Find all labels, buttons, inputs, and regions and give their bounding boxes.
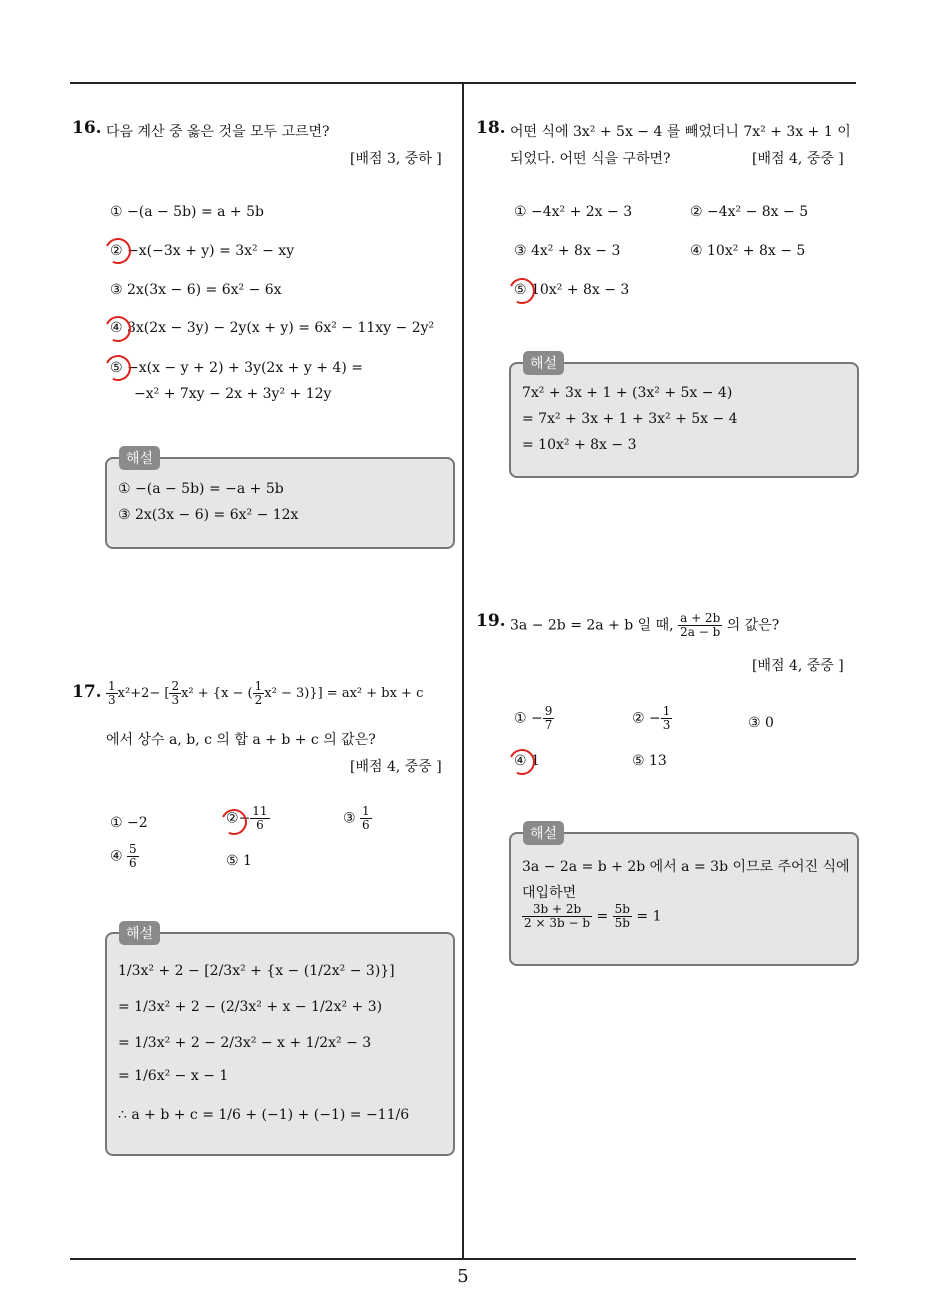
q16-option-3[interactable]: ③ 2x(3x − 6) = 6x² − 6x	[110, 282, 282, 298]
q18-solution-line-1: 7x² + 3x + 1 + (3x² + 5x − 4)	[522, 385, 733, 401]
q17-option-4-num: 5	[129, 842, 137, 856]
q19-option-3[interactable]: ③ 0	[748, 715, 774, 731]
q19-option-2-num: 1	[662, 704, 671, 718]
q16-number: 16.	[72, 118, 102, 138]
q19-option-4[interactable]: ④ 1	[514, 753, 540, 769]
q16-answer-mark-2	[101, 234, 134, 267]
q16-answer-mark-4	[101, 312, 134, 345]
q16-option-5[interactable]: ⑤ −x(x − y + 2) + 3y(2x + y + 4) =	[110, 360, 363, 376]
q18-option-3[interactable]: ③ 4x² + 8x − 3	[514, 243, 621, 259]
q19-frac-num: a + 2b	[680, 611, 721, 625]
q19-option-1-num: 9	[544, 704, 553, 718]
q19-option-2[interactable]	[632, 705, 672, 732]
q17-solution-line-2: = 1/3x² + 2 − (2/3x² + x − 1/2x² + 3)	[118, 999, 383, 1015]
q17-option-2-label: ②	[226, 810, 239, 827]
q16-option-4[interactable]: ④ 3x(2x − 3y) − 2y(x + y) = 6x² − 11xy − 2y²	[110, 320, 435, 336]
q19-option-1[interactable]	[514, 705, 554, 732]
q17-solution-line-1: 1/3x² + 2 − [2/3x² + {x − (1/2x² − 3)}]	[118, 963, 395, 979]
bottom-rule	[70, 1258, 856, 1260]
q17-option-2-num: 11	[252, 804, 268, 818]
q17-option-4-den: 6	[129, 856, 137, 871]
q18-score: [배점 4, 중중 ]	[752, 151, 844, 167]
q17-option-4[interactable]	[110, 843, 139, 870]
q18-answer-mark-5	[505, 274, 538, 307]
q19-solution-line-1: 3a − 2a = b + 2b 에서 a = 3b 이므로 주어진 식에	[522, 859, 850, 875]
q17-solution-line-4: = 1/6x² − x − 1	[118, 1068, 229, 1084]
q19-option-2-label: ② −	[632, 710, 661, 727]
q19-solution-line-2: 대입하면	[522, 885, 577, 901]
q16-solution-tag: 해설	[119, 446, 160, 470]
q16-text: 다음 계산 중 옳은 것을 모두 고르면?	[106, 124, 330, 140]
q19-text-b: 의 값은?	[726, 617, 780, 634]
q17-solution-line-5: ∴ a + b + c = 1/6 + (−1) + (−1) = −11/6	[118, 1107, 410, 1123]
q18-text-line-1: 어떤 식에 3x² + 5x − 4 를 빼었더니 7x² + 3x + 1 이	[510, 124, 851, 140]
q16-option-1[interactable]: ① −(a − 5b) = a + 5b	[110, 204, 264, 220]
q17-solution-line-3: = 1/3x² + 2 − 2/3x² − x + 1/2x² − 3	[118, 1035, 372, 1051]
q17-option-3[interactable]	[343, 805, 372, 832]
q16-solution-line-1: ① −(a − 5b) = −a + 5b	[118, 481, 284, 497]
q16-solution-box	[105, 457, 455, 549]
column-divider	[462, 83, 464, 1259]
q16-option-5-continued: −x² + 7xy − 2x + 3y² + 12y	[134, 386, 332, 402]
q19-sol-frac1-den: 2 × 3b − b	[524, 916, 590, 931]
q19-solution-tag: 해설	[523, 821, 564, 845]
page-number: 5	[457, 1266, 469, 1287]
q18-option-1[interactable]: ① −4x² + 2x − 3	[514, 204, 633, 220]
q18-option-5[interactable]: ⑤ 10x² + 8x − 3	[514, 282, 630, 298]
q19-option-1-label: ① −	[514, 710, 543, 727]
q17-score: [배점 4, 중중 ]	[350, 759, 442, 775]
q17-option-3-label: ③	[343, 810, 356, 827]
q17-number: 17.	[72, 682, 102, 702]
q18-solution-tag: 해설	[523, 351, 564, 375]
q19-frac-den: 2a − b	[680, 625, 721, 640]
q19-sol-frac2-num: 5b	[614, 902, 630, 916]
q16-solution-line-2: ③ 2x(3x − 6) = 6x² − 12x	[118, 507, 299, 523]
q17-option-2-den: 6	[256, 818, 264, 833]
q18-solution-line-3: = 10x² + 8x − 3	[522, 437, 637, 453]
q19-sol-result: = 1	[636, 908, 662, 925]
q17-expression: $\frac{1}{3}$ x²+2− [ $\frac{2}{3}$ x² + {x − ( $\frac{1}{2}$ x² − 3)}] = ax² + bx + c	[108, 679, 424, 708]
q17-option-3-num: 1	[362, 804, 370, 818]
q19-text	[510, 612, 779, 639]
q19-number: 19.	[476, 611, 506, 631]
q19-option-2-den: 3	[662, 718, 671, 733]
q17-option-4-label: ④	[110, 848, 123, 865]
q19-text-a: 3a − 2b = 2a + b 일 때,	[510, 617, 674, 634]
q19-score: [배점 4, 중중 ]	[752, 658, 844, 674]
q17-option-3-den: 6	[362, 818, 370, 833]
q16-score: [배점 3, 중하 ]	[350, 151, 442, 167]
q16-answer-mark-5	[101, 351, 134, 384]
q18-number: 18.	[476, 118, 506, 138]
q19-answer-mark-4	[505, 745, 538, 778]
q17-option-1[interactable]: ① −2	[110, 815, 148, 831]
q17-solution-tag: 해설	[119, 921, 160, 945]
q17-option-5[interactable]: ⑤ 1	[226, 853, 252, 869]
q19-sol-frac1-num: 3b + 2b	[522, 903, 592, 917]
q16-option-2[interactable]: ② −x(−3x + y) = 3x² − xy	[110, 243, 295, 259]
q19-sol-frac2-den: 5b	[614, 916, 630, 931]
q17-option-2[interactable]: ②− $\frac{11}{6}$	[226, 804, 268, 833]
q18-option-4[interactable]: ④ 10x² + 8x − 5	[690, 243, 806, 259]
q19-option-1-den: 7	[544, 718, 553, 733]
q18-option-2[interactable]: ② −4x² − 8x − 5	[690, 204, 809, 220]
q19-option-5[interactable]: ⑤ 13	[632, 753, 667, 769]
q19-solution-line-3: $\frac{3b + 2b}{2 \times 3b - b}$ = $\frac{5b}{5b}$ = 1	[524, 902, 662, 931]
q17-text: 에서 상수 a, b, c 의 합 a + b + c 의 값은?	[106, 732, 376, 748]
q18-text-line-2: 되었다. 어떤 식을 구하면?	[510, 151, 671, 167]
q18-solution-line-2: = 7x² + 3x + 1 + 3x² + 5x − 4	[522, 411, 738, 427]
